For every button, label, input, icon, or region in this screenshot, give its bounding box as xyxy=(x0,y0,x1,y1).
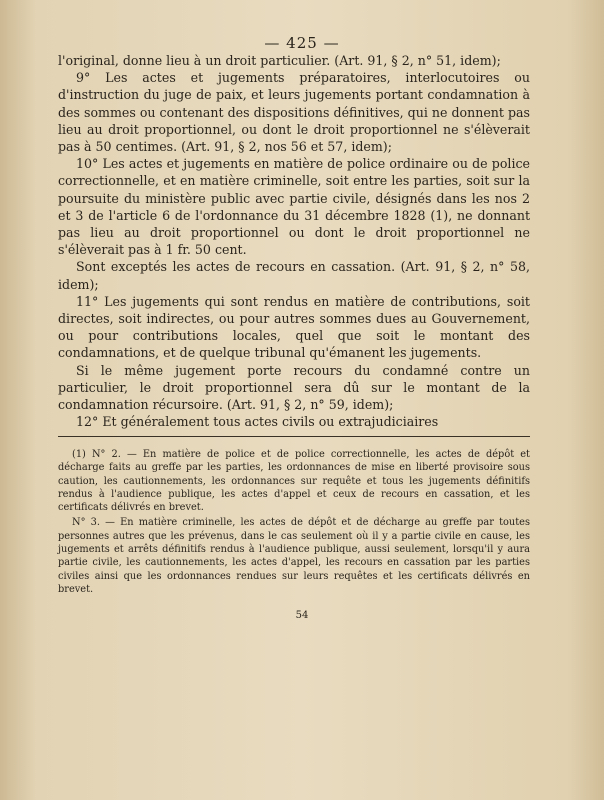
main-text xyxy=(58,52,530,430)
paragraph: l'original, donne lieu à un droit particulier. (Art. 91, § 2, n° 51, idem); xyxy=(58,53,501,68)
paragraph: 10° Les actes et jugements en matière de police ordinaire ou de police correctionnelle, et en matière criminelle, soit entre les parties, soit sur la poursuite du ministère public avec partie civile, désignés dans les nos 2 et 3 de l'article 6 de l'ordonnance du 31 décembre 1828 (1), ne donnant pas lieu au droit proportionnel ou dont le droit proportionnel ne s'élèverait pas à 1 fr. 50 cent. xyxy=(58,156,530,258)
footnote-divider xyxy=(58,436,530,437)
paragraph: 9° Les actes et jugements préparatoires, interlocutoires ou d'instruction du juge de paix, et leurs jugements portant condamnation à des sommes ou contenant des dispositions définitives, qui ne donnent pas lieu au droit proportionnel, ou dont le droit proportionnel ne s'élèverait pas à 50 centimes. (Art. 91, § 2, nos 56 et 57, idem); xyxy=(58,70,530,155)
page-number: — 425 — xyxy=(264,34,340,52)
footnote: N° 3. — En matière criminelle, les actes de dépôt et de décharge au greffe par toutes personnes autres que les prévenus, dans le cas seulement où il y a partie civile en cause, les jugements et arrêts définitifs rendus à l'audience publique, aussi seulement, lorsqu'il y aura partie civile, les cautionnements, les actes d'appel, les recours en cassation par les parties civiles ainsi que les ordonnances rendues sur leurs requêtes et les certificats délivrés en brevet. xyxy=(58,517,530,595)
footnotes xyxy=(58,448,530,598)
paragraph: Sont exceptés les actes de recours en cassation. (Art. 91, § 2, n° 58, idem); xyxy=(58,259,530,292)
footnote: (1) N° 2. — En matière de police et de police correctionnelle, les actes de dépôt et décharge faits au greffe par les parties, les ordonnances de mise en liberté provisoire sous caution, les cautionnements, les ordonnances sur requête et tous les jugements définitifs rendus à l'audience publique, les actes d'appel et ceux de recours en cassation, et les certificats délivrés en brevet. xyxy=(58,449,530,514)
signature-mark: 54 xyxy=(295,610,309,621)
paragraph: Si le même jugement porte recours du condamné contre un particulier, le droit proportionnel sera dû sur le montant de la condamnation récursoire. (Art. 91, § 2, n° 59, idem); xyxy=(58,362,530,413)
paragraph: 11° Les jugements qui sont rendus en matière de contributions, soit directes, soit indirectes, ou pour autres sommes dues au Gouvernement, ou pour contributions locales, quel que soit le montant des condamnations, et de quelque tribunal qu'émanent les jugements. xyxy=(58,293,530,361)
paragraph: 12° Et généralement tous actes civils ou extrajudiciaires xyxy=(76,414,439,430)
